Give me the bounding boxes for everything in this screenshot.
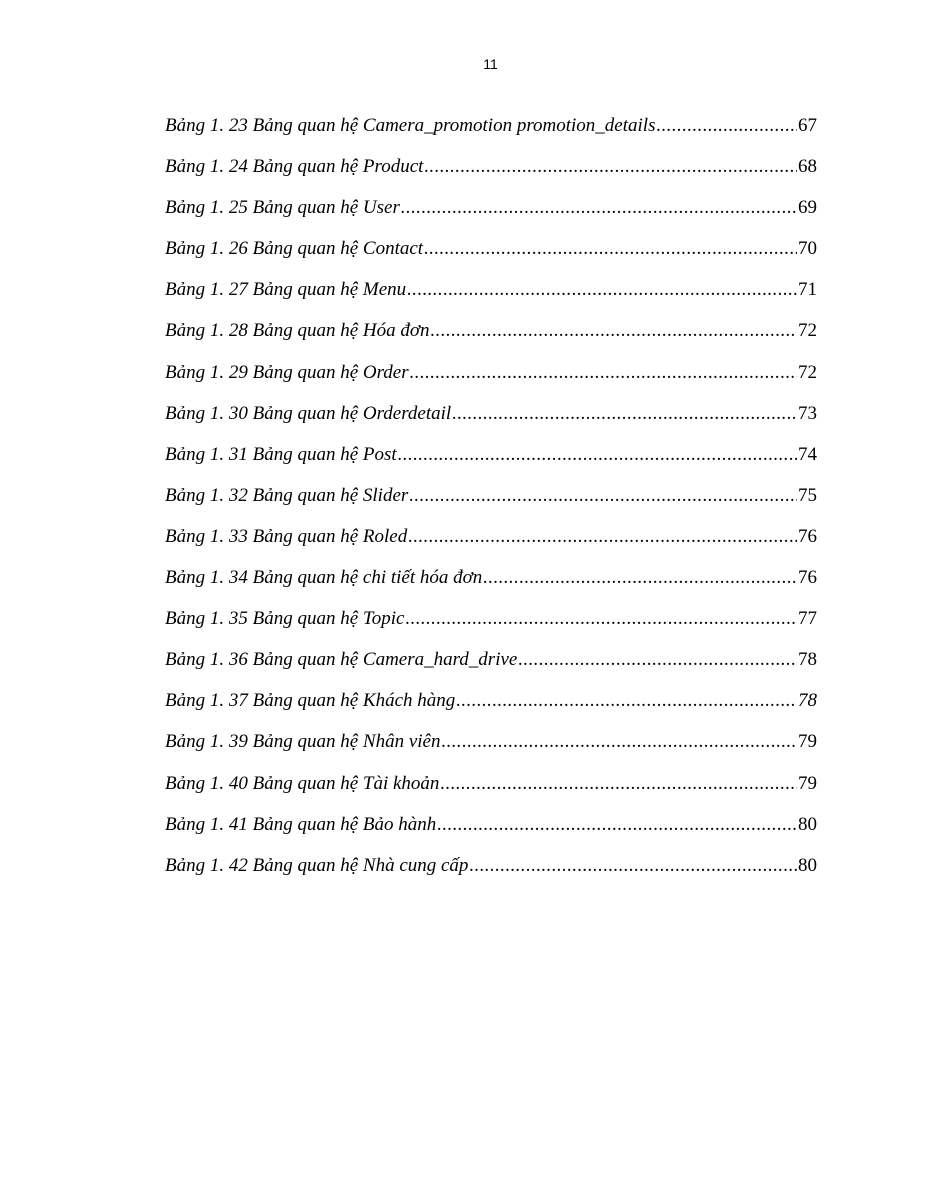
dot-leader xyxy=(452,400,797,428)
toc-entry-page: 77 xyxy=(798,608,817,630)
toc-entry[interactable] xyxy=(165,811,817,852)
toc-entry[interactable] xyxy=(165,194,817,235)
toc-entry-title: Bảng 1. 37 Bảng quan hệ Khách hàng xyxy=(165,690,456,712)
dot-leader xyxy=(469,852,797,880)
toc-entry[interactable] xyxy=(165,687,817,728)
toc-entry-title: Bảng 1. 24 Bảng quan hệ Product xyxy=(165,156,424,178)
toc-entry-page: 68 xyxy=(798,156,817,178)
toc-entry-page: 71 xyxy=(798,279,817,301)
toc-entry-title: Bảng 1. 29 Bảng quan hệ Order xyxy=(165,361,409,383)
toc-entry-title: Bảng 1. 31 Bảng quan hệ Post xyxy=(165,443,397,465)
dot-leader xyxy=(424,235,797,263)
toc-entry-title: Bảng 1. 36 Bảng quan hệ Camera_hard_drive xyxy=(165,649,518,671)
dot-leader xyxy=(456,687,797,715)
toc-entry-title: Bảng 1. 35 Bảng quan hệ Topic xyxy=(165,608,405,630)
dot-leader xyxy=(409,482,797,510)
toc-entry[interactable] xyxy=(165,605,817,646)
toc-entry-title: Bảng 1. 28 Bảng quan hệ Hóa đơn xyxy=(165,320,430,342)
page-number: 11 xyxy=(483,56,498,72)
toc-entry[interactable] xyxy=(165,770,817,811)
dot-leader xyxy=(408,523,797,551)
toc-entry-title: Bảng 1. 27 Bảng quan hệ Menu xyxy=(165,279,407,301)
toc-entry-page: 78 xyxy=(798,649,817,671)
toc-entry-page: 79 xyxy=(798,772,817,794)
toc-entry[interactable] xyxy=(165,523,817,564)
toc-entry-title: Bảng 1. 32 Bảng quan hệ Slider xyxy=(165,484,409,506)
toc-entry-title: Bảng 1. 23 Bảng quan hệ Camera_promotion promotion_details xyxy=(165,115,656,136)
toc-entry-title: Bảng 1. 30 Bảng quan hệ Orderdetail xyxy=(165,402,452,424)
dot-leader xyxy=(518,646,797,674)
toc-entry[interactable] xyxy=(165,852,817,893)
toc-entry-page: 75 xyxy=(798,484,817,506)
toc-entry-page: 78 xyxy=(798,690,817,712)
toc-entry-title: Bảng 1. 39 Bảng quan hệ Nhân viên xyxy=(165,731,441,753)
toc-entry-page: 80 xyxy=(798,813,817,835)
toc-entry[interactable] xyxy=(165,112,817,153)
dot-leader xyxy=(441,728,797,756)
toc-entry-title: Bảng 1. 26 Bảng quan hệ Contact xyxy=(165,238,424,260)
toc-entry[interactable] xyxy=(165,276,817,317)
dot-leader xyxy=(405,605,797,633)
toc-entry-title: Bảng 1. 25 Bảng quan hệ User xyxy=(165,197,400,219)
toc-entry[interactable] xyxy=(165,153,817,194)
toc-entry-page: 76 xyxy=(798,525,817,547)
toc-entry[interactable] xyxy=(165,441,817,482)
toc-entry-title: Bảng 1. 33 Bảng quan hệ Roled xyxy=(165,525,408,547)
toc-entry[interactable] xyxy=(165,359,817,400)
toc-entry[interactable] xyxy=(165,564,817,605)
toc-entry-page: 70 xyxy=(798,238,817,260)
toc-entry-page: 79 xyxy=(798,731,817,753)
dot-leader xyxy=(440,770,797,798)
toc-entry-page: 69 xyxy=(798,197,817,219)
dot-leader xyxy=(410,359,797,387)
dot-leader xyxy=(424,153,797,181)
dot-leader xyxy=(483,564,797,592)
dot-leader xyxy=(401,194,797,222)
toc-entry-page: 80 xyxy=(798,854,817,876)
toc-entry-title: Bảng 1. 34 Bảng quan hệ chi tiết hóa đơn xyxy=(165,567,483,589)
toc-entry[interactable] xyxy=(165,317,817,358)
toc-entry-page: 72 xyxy=(798,361,817,383)
toc-entry-page: 74 xyxy=(798,443,817,465)
toc-entry-page: 72 xyxy=(798,320,817,342)
toc-entry-title: Bảng 1. 42 Bảng quan hệ Nhà cung cấp xyxy=(165,854,469,876)
dot-leader xyxy=(398,441,797,469)
toc-entry-page: 73 xyxy=(798,402,817,424)
toc-entry-page: 67 xyxy=(798,115,817,136)
toc-entry-title: Bảng 1. 40 Bảng quan hệ Tài khoản xyxy=(165,772,440,794)
dot-leader xyxy=(407,276,797,304)
toc-entry-page: 76 xyxy=(798,567,817,589)
toc-entry[interactable] xyxy=(165,482,817,523)
toc-entry[interactable] xyxy=(165,646,817,687)
dot-leader xyxy=(437,811,797,839)
toc-entry[interactable] xyxy=(165,728,817,769)
dot-leader xyxy=(431,317,797,345)
table-of-tables xyxy=(165,112,817,893)
toc-entry[interactable] xyxy=(165,235,817,276)
toc-entry-title: Bảng 1. 41 Bảng quan hệ Bảo hành xyxy=(165,813,437,835)
toc-entry[interactable] xyxy=(165,400,817,441)
dot-leader xyxy=(656,112,797,140)
